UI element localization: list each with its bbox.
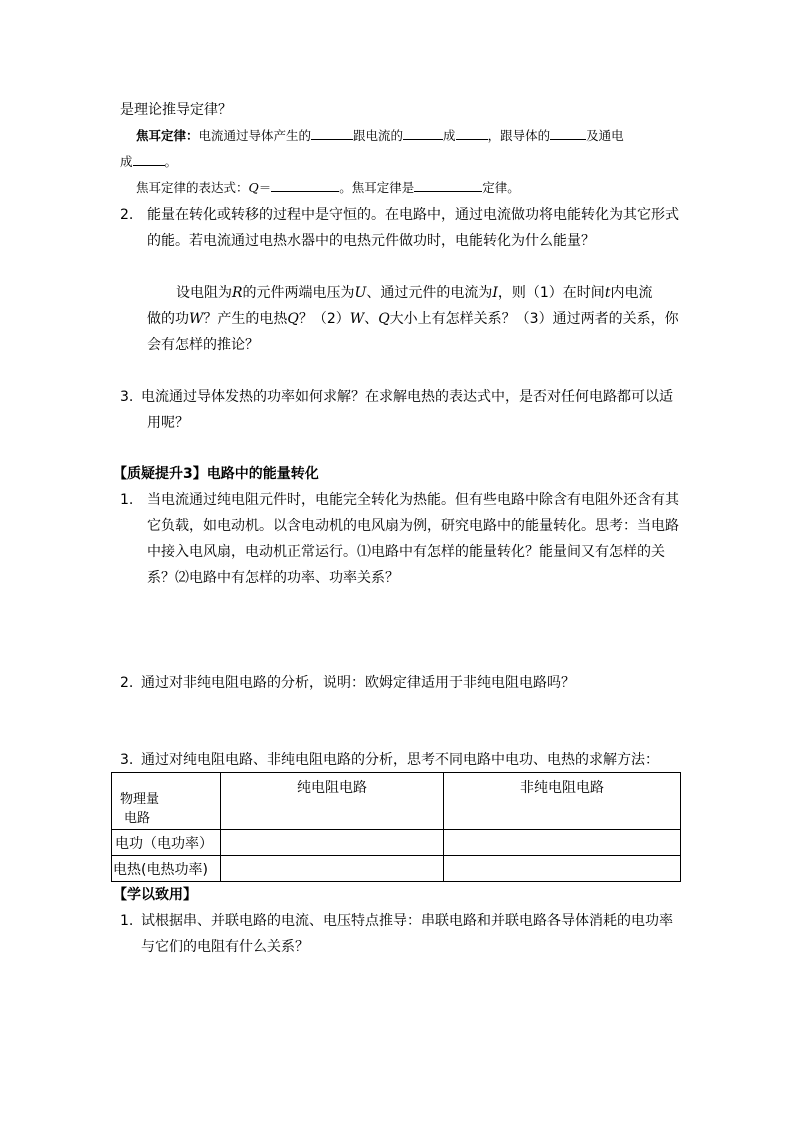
intro-question: 是理论推导定律？: [120, 102, 232, 118]
col-header-nonpure: 非纯电阻电路: [444, 773, 681, 830]
joule-law-line-3: [136, 178, 520, 198]
table-cell[interactable]: [221, 830, 444, 856]
text: 焦耳定律的表达式：: [136, 180, 249, 195]
var-u: U: [354, 285, 367, 301]
suppose-line-2: [147, 309, 679, 329]
text: 成: [443, 128, 456, 143]
section-heading: 【学以致用】: [113, 887, 197, 903]
text: 电流通过导体产生的: [198, 128, 312, 143]
text: ？产生的电热: [203, 311, 288, 327]
corner-bottom-label: 电路: [124, 811, 151, 826]
suppose-line-3: 会有怎样的推论？: [147, 337, 259, 353]
var-w: W: [349, 311, 365, 327]
text: 的元件两端电压为: [242, 285, 355, 301]
text: 及通电: [586, 128, 624, 143]
item-line: 中接入电风扇，电动机正常运行。⑴电路中有怎样的能量转化？能量间又有怎样的关: [147, 544, 665, 560]
item-number: 2.: [120, 207, 134, 223]
blank: [403, 126, 443, 140]
blank: [456, 126, 488, 140]
table-cell[interactable]: [444, 830, 681, 856]
item-line: 它负载，如电动机。以含电动机的电风扇为例，研究电路中的能量转化。思考：当电路: [147, 518, 679, 534]
item-line: 当电流通过纯电阻元件时，电能完全转化为热能。但有些电路中除含有电阻外还含有其: [147, 492, 679, 508]
item-line: 通过对非纯电阻电路的分析，说明：欧姆定律适用于非纯电阻电路吗？: [141, 675, 575, 691]
blank: [550, 126, 586, 140]
var-q: Q: [287, 311, 299, 327]
item-number: 3.: [120, 389, 134, 405]
blank: [133, 152, 165, 166]
text: 。焦耳定律是: [339, 180, 415, 195]
var-q: Q: [248, 180, 259, 195]
var-q: Q: [378, 311, 390, 327]
text: ，跟导体的: [487, 128, 551, 143]
item-line: 试根据串、并联电路的电流、电压特点推导：串联电路和并联电路各导体消耗的电功率: [141, 913, 673, 929]
text: 成: [120, 154, 133, 169]
text: ，则（1）在时间: [497, 285, 605, 301]
col-header-pure: 纯电阻电路: [221, 773, 444, 830]
item-line: 与它们的电阻有什么关系？: [141, 939, 309, 955]
var-w: W: [189, 311, 204, 327]
text: 设电阻为: [176, 285, 232, 301]
suppose-line-1: [176, 283, 652, 303]
item-line: 系？⑵电路中有怎样的功率、功率关系？: [147, 570, 399, 586]
table-cell[interactable]: [221, 856, 444, 882]
joule-law-line-2: [120, 152, 177, 172]
text: 大小上有怎样关系？（3）通过两者的关系，你: [389, 311, 679, 327]
text: ＝: [258, 180, 272, 195]
text: 、: [364, 311, 379, 327]
table-cell[interactable]: [444, 856, 681, 882]
item-number: 3.: [120, 752, 134, 768]
var-r: R: [232, 285, 243, 301]
section-heading: 【质疑提升3】电路中的能量转化: [113, 466, 319, 482]
text: 定律。: [482, 180, 520, 195]
blank: [311, 126, 353, 140]
table-corner-cell: [112, 773, 221, 830]
item-number: 1.: [120, 913, 134, 929]
comparison-table: [111, 772, 681, 882]
blank: [271, 178, 339, 192]
var-i: I: [492, 285, 498, 301]
table-row: [112, 830, 681, 856]
table-row: [112, 856, 681, 882]
text: 做的功: [147, 311, 189, 327]
item-line: 能量在转化或转移的过程中是守恒的。在电路中，通过电流做功将电能转化为其它形式: [147, 207, 679, 223]
table-header-row: [112, 773, 681, 830]
item-line: 通过对纯电阻电路、非纯电阻电路的分析，思考不同电路中电功、电热的求解方法：: [141, 752, 659, 768]
blank: [414, 178, 482, 192]
text: 跟电流的: [353, 128, 404, 143]
corner-top-label: 物理量: [120, 792, 160, 807]
item-line: 电流通过导体发热的功率如何求解？在求解电热的表达式中，是否对任何电路都可以适: [141, 389, 673, 405]
item-number: 1.: [120, 492, 134, 508]
row-label-heat: 电热(电热功率): [112, 856, 221, 882]
joule-law-line-1: [136, 126, 624, 146]
text: 、通过元件的电流为: [366, 285, 493, 301]
joule-law-label: 焦耳定律：: [136, 128, 199, 143]
item-line: 的能。若电流通过电热水器中的电热元件做功时，电能转化为什么能量？: [147, 233, 595, 249]
text: 。: [164, 154, 178, 169]
row-label-work: 电功（电功率）: [112, 830, 221, 856]
text: ？（2）: [298, 311, 350, 327]
item-line: 用呢？: [147, 415, 189, 431]
item-number: 2.: [120, 675, 134, 691]
text: 内电流: [610, 285, 653, 301]
var-t: t: [604, 285, 611, 301]
